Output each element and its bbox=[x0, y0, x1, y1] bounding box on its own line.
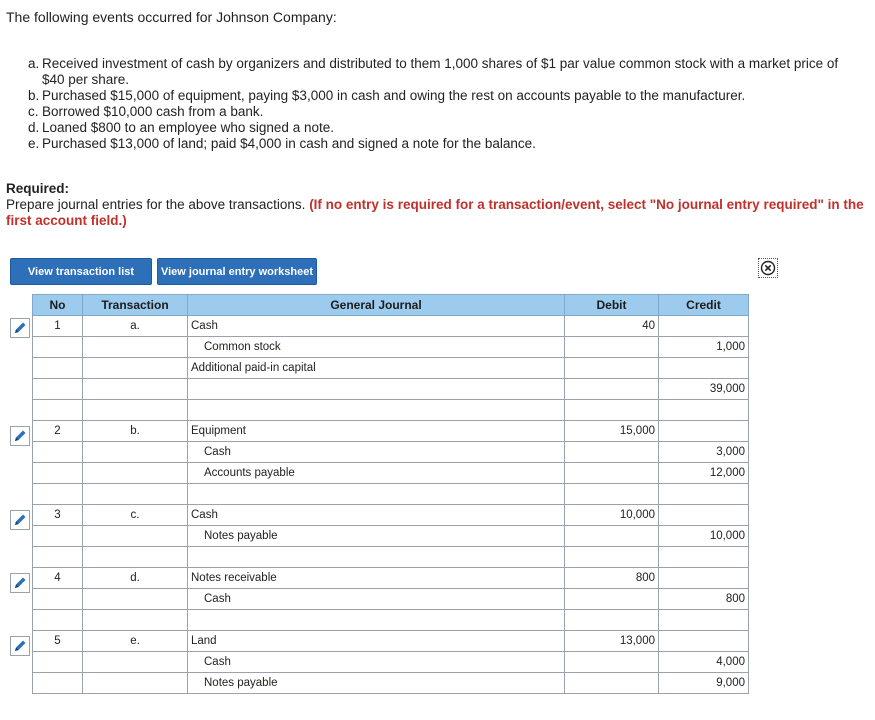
cell-credit[interactable] bbox=[659, 358, 749, 379]
edit-entry-2-button[interactable] bbox=[10, 426, 30, 446]
cell-no bbox=[33, 442, 83, 463]
table-row bbox=[33, 421, 749, 442]
cell-no bbox=[33, 526, 83, 547]
required-note: (If no entry is required for a transaction/event, select "No journal entry required" in the first account field.) bbox=[6, 197, 864, 228]
cell-credit[interactable] bbox=[659, 610, 749, 631]
cell-transaction bbox=[83, 610, 188, 631]
cell-credit[interactable]: 800 bbox=[659, 589, 749, 610]
cell-no: 2 bbox=[33, 421, 83, 442]
cell-account[interactable]: Cash bbox=[188, 316, 565, 337]
general-journal-table bbox=[32, 294, 749, 694]
table-header-row bbox=[33, 295, 749, 316]
cell-account[interactable] bbox=[188, 400, 565, 421]
cell-credit[interactable]: 1,000 bbox=[659, 337, 749, 358]
table-row bbox=[33, 358, 749, 379]
cell-no bbox=[33, 400, 83, 421]
close-button[interactable] bbox=[758, 258, 778, 278]
cell-debit[interactable] bbox=[565, 673, 659, 694]
cell-transaction bbox=[83, 652, 188, 673]
cell-account[interactable]: Cash bbox=[188, 442, 565, 463]
table-row bbox=[33, 526, 749, 547]
event-letter: a. bbox=[28, 56, 40, 71]
cell-account[interactable] bbox=[188, 610, 565, 631]
intro-text: The following events occurred for Johnson Company: bbox=[6, 9, 337, 25]
cell-no bbox=[33, 673, 83, 694]
table-row bbox=[33, 484, 749, 505]
cell-credit[interactable]: 9,000 bbox=[659, 673, 749, 694]
table-row bbox=[33, 316, 749, 337]
event-text: Purchased $15,000 of equipment, paying $3,000 in cash and owing the rest on accounts payable to the manufacturer. bbox=[42, 88, 746, 103]
cell-no bbox=[33, 379, 83, 400]
cell-debit[interactable]: 800 bbox=[565, 568, 659, 589]
cell-no bbox=[33, 358, 83, 379]
event-letter: d. bbox=[28, 120, 40, 135]
cell-transaction: c. bbox=[83, 505, 188, 526]
table-row bbox=[33, 400, 749, 421]
header-debit: Debit bbox=[565, 295, 659, 316]
cell-transaction bbox=[83, 589, 188, 610]
header-credit: Credit bbox=[659, 295, 749, 316]
cell-account[interactable]: Land bbox=[188, 631, 565, 652]
cell-debit[interactable] bbox=[565, 547, 659, 568]
cell-transaction bbox=[83, 673, 188, 694]
event-text: Borrowed $10,000 cash from a bank. bbox=[42, 104, 264, 119]
event-list bbox=[28, 56, 848, 152]
pencil-icon bbox=[10, 318, 30, 338]
event-item bbox=[28, 88, 848, 104]
cell-debit[interactable] bbox=[565, 337, 659, 358]
cell-debit[interactable] bbox=[565, 358, 659, 379]
cell-debit[interactable]: 40 bbox=[565, 316, 659, 337]
cell-credit[interactable]: 12,000 bbox=[659, 463, 749, 484]
cell-transaction: b. bbox=[83, 421, 188, 442]
cell-no: 1 bbox=[33, 316, 83, 337]
table-row bbox=[33, 610, 749, 631]
event-text: Received investment of cash by organizers and distributed to them 1,000 shares of $1 par value common stock with a market price of $40 per share. bbox=[42, 56, 839, 87]
cell-account[interactable]: Notes receivable bbox=[188, 568, 565, 589]
cell-account[interactable]: Notes payable bbox=[188, 673, 565, 694]
cell-account[interactable] bbox=[188, 379, 565, 400]
table-row bbox=[33, 589, 749, 610]
cell-debit[interactable]: 10,000 bbox=[565, 505, 659, 526]
table-row bbox=[33, 673, 749, 694]
cell-no bbox=[33, 547, 83, 568]
cell-debit[interactable] bbox=[565, 652, 659, 673]
event-text: Purchased $13,000 of land; paid $4,000 in cash and signed a note for the balance. bbox=[42, 136, 536, 151]
table-row bbox=[33, 568, 749, 589]
cell-credit[interactable] bbox=[659, 568, 749, 589]
cell-transaction bbox=[83, 463, 188, 484]
cell-credit[interactable]: 4,000 bbox=[659, 652, 749, 673]
cell-transaction bbox=[83, 358, 188, 379]
event-letter: e. bbox=[28, 136, 40, 151]
required-text: Prepare journal entries for the above transactions. bbox=[6, 197, 306, 212]
cell-transaction: d. bbox=[83, 568, 188, 589]
cell-no: 3 bbox=[33, 505, 83, 526]
pencil-icon bbox=[10, 636, 30, 656]
cell-no bbox=[33, 337, 83, 358]
cell-transaction bbox=[83, 526, 188, 547]
cell-debit[interactable] bbox=[565, 610, 659, 631]
cell-debit[interactable] bbox=[565, 379, 659, 400]
cell-transaction bbox=[83, 547, 188, 568]
cell-account[interactable]: Accounts payable bbox=[188, 463, 565, 484]
cell-credit[interactable] bbox=[659, 400, 749, 421]
cell-debit[interactable] bbox=[565, 442, 659, 463]
cell-account[interactable]: Cash bbox=[188, 505, 565, 526]
cell-account[interactable]: Notes payable bbox=[188, 526, 565, 547]
cell-transaction bbox=[83, 400, 188, 421]
cell-debit[interactable] bbox=[565, 400, 659, 421]
view-journal-worksheet-button[interactable]: View journal entry worksheet bbox=[157, 258, 317, 285]
table-row bbox=[33, 463, 749, 484]
event-item bbox=[28, 136, 848, 152]
cell-account[interactable] bbox=[188, 547, 565, 568]
cell-no: 4 bbox=[33, 568, 83, 589]
cell-credit[interactable]: 10,000 bbox=[659, 526, 749, 547]
pencil-icon bbox=[10, 426, 30, 446]
required-label: Required: bbox=[6, 181, 70, 196]
cell-credit[interactable] bbox=[659, 631, 749, 652]
cell-no: 5 bbox=[33, 631, 83, 652]
cell-account[interactable]: Cash bbox=[188, 589, 565, 610]
cell-debit[interactable]: 15,000 bbox=[565, 421, 659, 442]
cell-transaction bbox=[83, 379, 188, 400]
cell-no bbox=[33, 610, 83, 631]
cell-debit[interactable]: 13,000 bbox=[565, 631, 659, 652]
event-letter: c. bbox=[28, 104, 39, 119]
cell-credit[interactable] bbox=[659, 505, 749, 526]
event-text: Loaned $800 to an employee who signed a note. bbox=[42, 120, 334, 135]
cell-account[interactable]: Additional paid-in capital bbox=[188, 358, 565, 379]
pencil-icon bbox=[10, 573, 30, 593]
event-item bbox=[28, 104, 848, 120]
edit-entry-4-button[interactable] bbox=[10, 573, 30, 593]
edit-entry-3-button[interactable] bbox=[10, 510, 30, 530]
cell-account[interactable]: Equipment bbox=[188, 421, 565, 442]
table-row bbox=[33, 442, 749, 463]
header-no: No bbox=[33, 295, 83, 316]
cell-credit[interactable]: 3,000 bbox=[659, 442, 749, 463]
table-row bbox=[33, 379, 749, 400]
view-transaction-list-button[interactable]: View transaction list bbox=[10, 258, 152, 285]
table-row bbox=[33, 505, 749, 526]
table-row bbox=[33, 337, 749, 358]
cell-credit[interactable] bbox=[659, 316, 749, 337]
event-item bbox=[28, 56, 848, 88]
cell-credit[interactable] bbox=[659, 484, 749, 505]
cell-debit[interactable] bbox=[565, 526, 659, 547]
cell-debit[interactable] bbox=[565, 589, 659, 610]
cell-no bbox=[33, 589, 83, 610]
cell-debit[interactable] bbox=[565, 463, 659, 484]
cell-debit[interactable] bbox=[565, 484, 659, 505]
cell-transaction: e. bbox=[83, 631, 188, 652]
cell-credit[interactable]: 39,000 bbox=[659, 379, 749, 400]
table-row bbox=[33, 547, 749, 568]
table-row bbox=[33, 631, 749, 652]
cell-account[interactable]: Common stock bbox=[188, 337, 565, 358]
close-icon bbox=[760, 260, 776, 276]
header-transaction: Transaction bbox=[83, 295, 188, 316]
cell-transaction bbox=[83, 337, 188, 358]
cell-no bbox=[33, 463, 83, 484]
event-item bbox=[28, 120, 848, 136]
pencil-icon bbox=[10, 510, 30, 530]
cell-transaction bbox=[83, 484, 188, 505]
header-general-journal: General Journal bbox=[188, 295, 565, 316]
cell-no bbox=[33, 652, 83, 673]
cell-account[interactable] bbox=[188, 484, 565, 505]
required-instructions bbox=[6, 197, 866, 229]
cell-transaction: a. bbox=[83, 316, 188, 337]
table-row bbox=[33, 652, 749, 673]
edit-entry-5-button[interactable] bbox=[10, 636, 30, 656]
cell-credit[interactable] bbox=[659, 421, 749, 442]
edit-entry-1-button[interactable] bbox=[10, 318, 30, 338]
cell-no bbox=[33, 484, 83, 505]
cell-credit[interactable] bbox=[659, 547, 749, 568]
cell-account[interactable]: Cash bbox=[188, 652, 565, 673]
event-letter: b. bbox=[28, 88, 40, 103]
cell-transaction bbox=[83, 442, 188, 463]
